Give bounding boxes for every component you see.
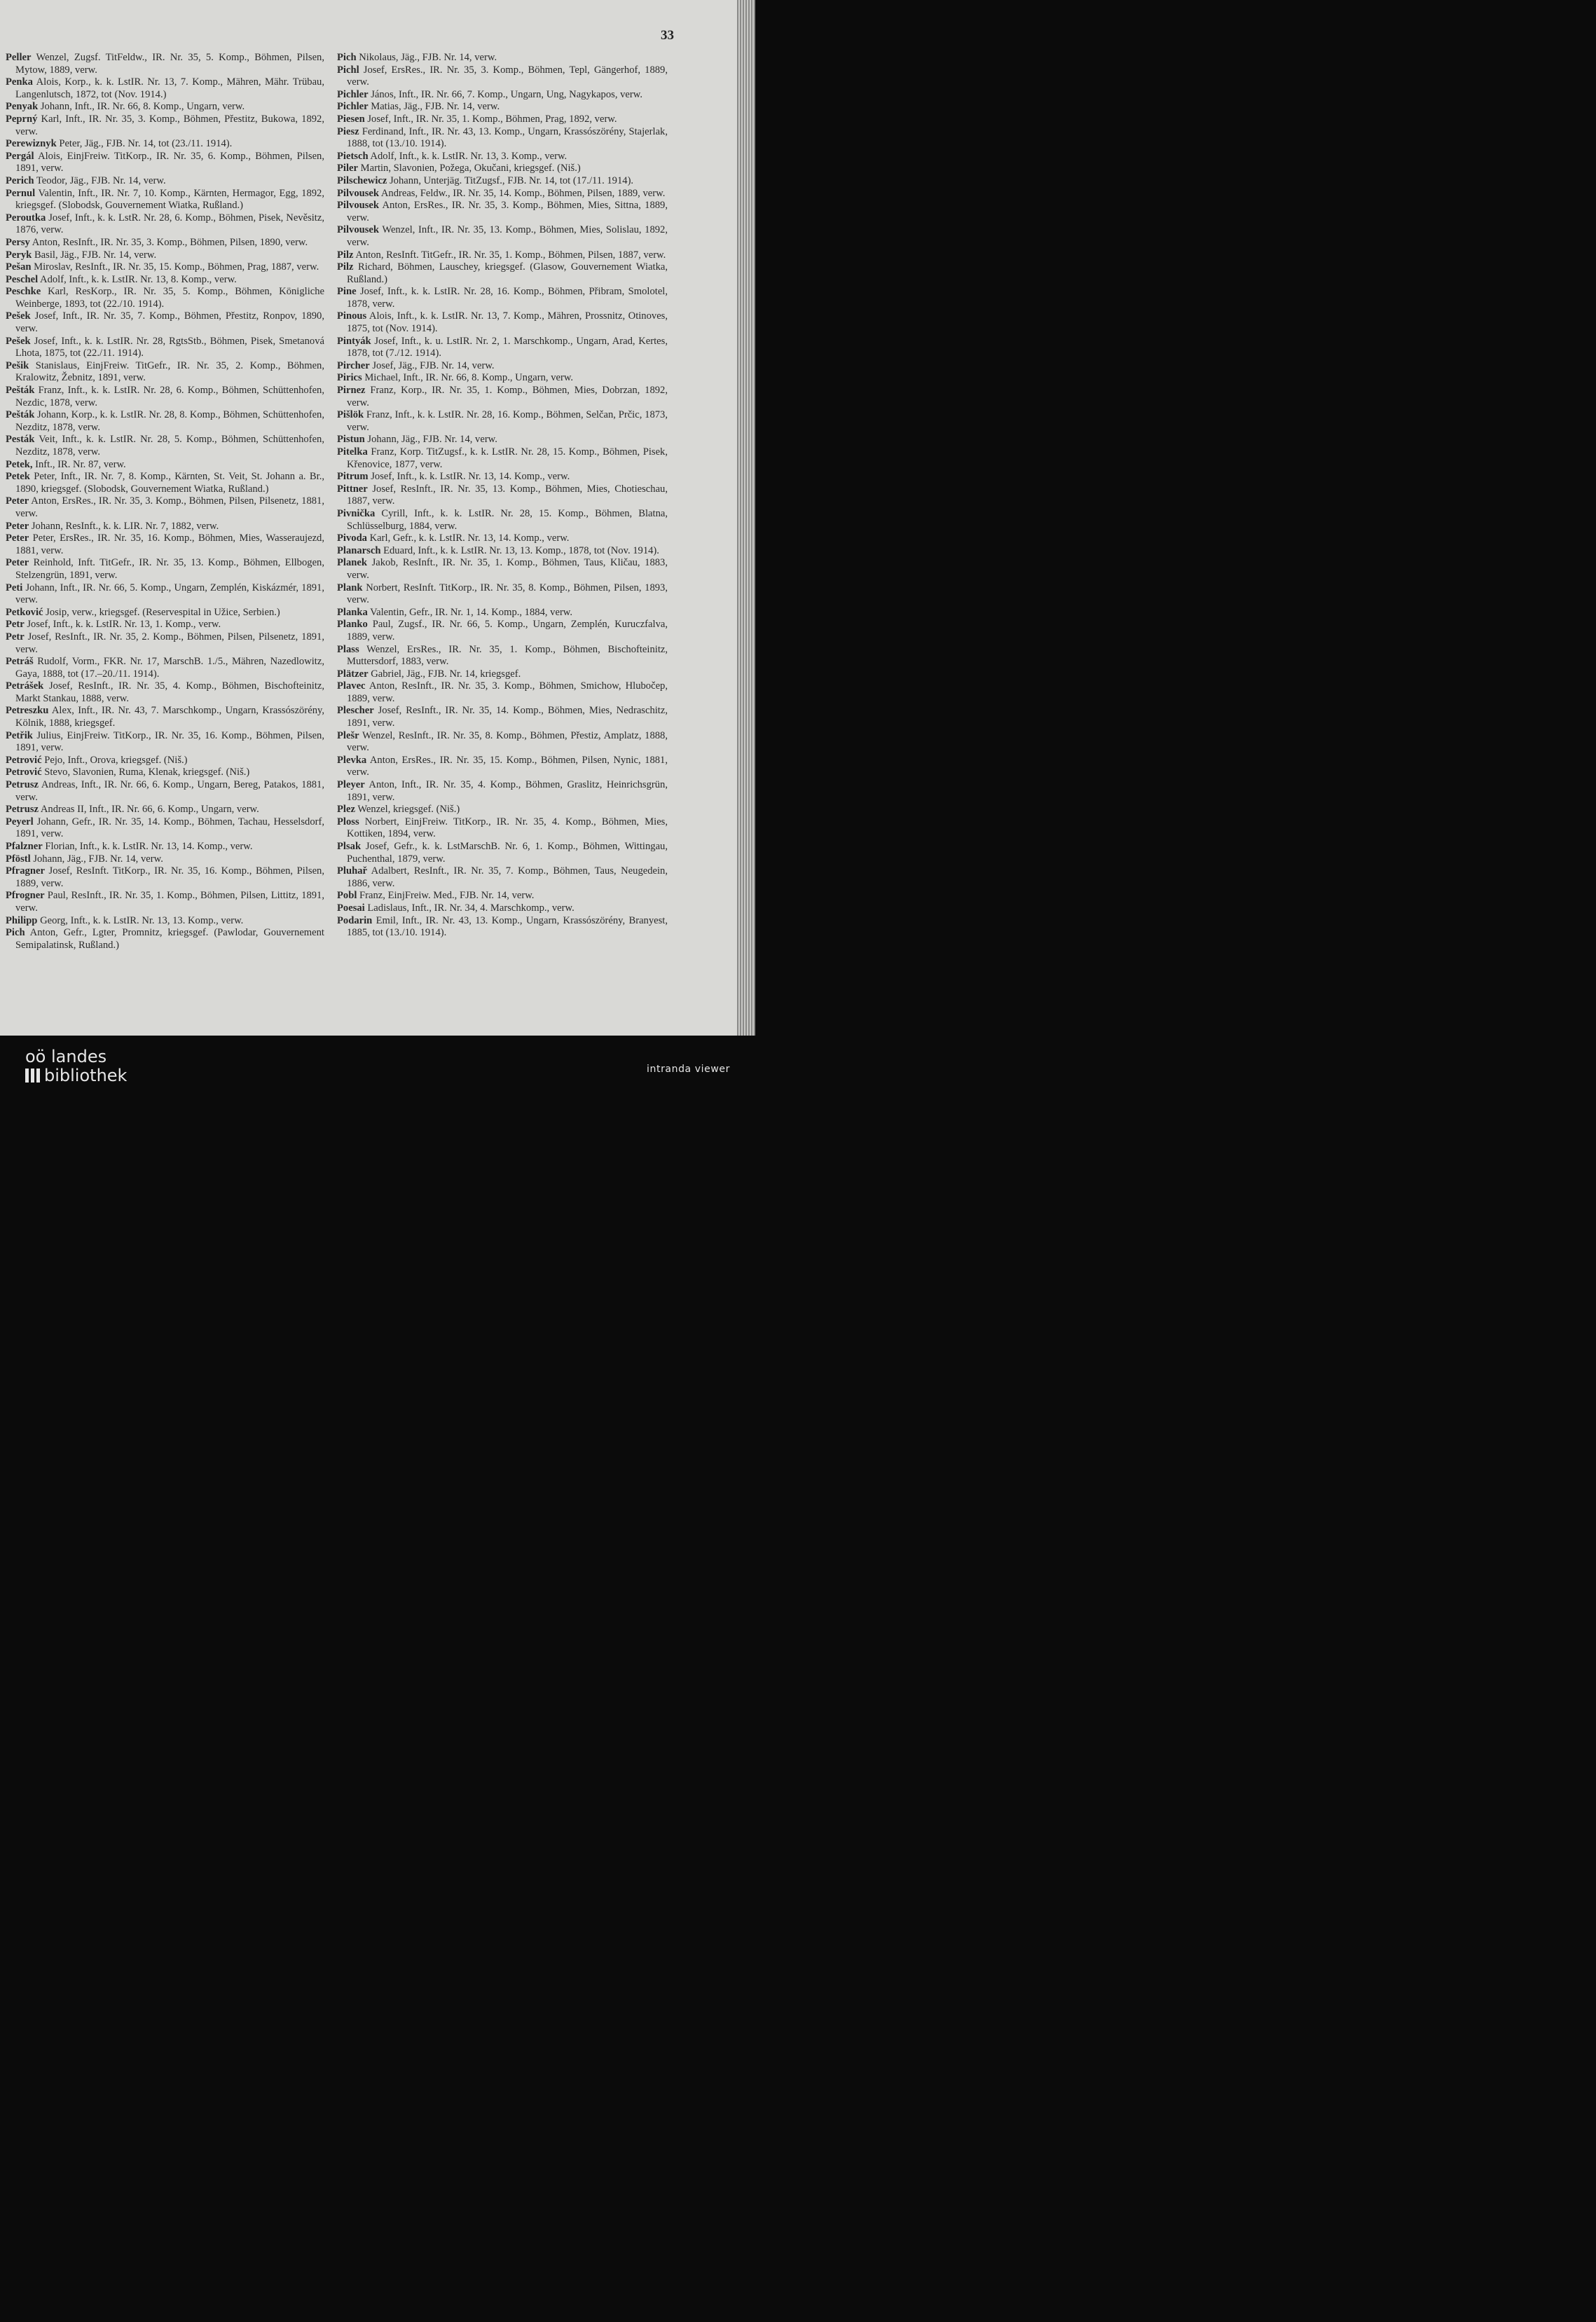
register-entry [6, 865, 324, 890]
register-entry [337, 249, 668, 262]
entry-surname: Pilz [337, 249, 354, 261]
entry-details: Anton, ResInft. TitGefr., IR. Nr. 35, 1. Komp., Böhmen, Pilsen, 1887, verw. [353, 249, 666, 261]
entry-details: Alois, EinjFreiw. TitKorp., IR. Nr. 35, 6. Komp., Böhmen, Pilsen, 1891, verw. [15, 150, 324, 174]
entry-details: Franz, Inft., k. k. LstIR. Nr. 28, 6. Komp., Böhmen, Schüttenhofen, Nezdic, 1878, verw. [15, 385, 324, 408]
entry-details: Josef, Inft., IR. Nr. 35, 7. Komp., Böhmen, Přestitz, Ronpov, 1890, verw. [15, 310, 324, 335]
register-entry [6, 310, 324, 335]
entry-details: Anton, Gefr., Lgter, Promnitz, kriegsgef. (Pawlodar, Gouvernement Semipalatinsk, Rußland.) [15, 927, 324, 951]
entry-details: Josef, Inft., k. k. LstIR. Nr. 13, 1. Komp., verw. [24, 619, 221, 631]
entry-surname: Peryk [6, 249, 32, 261]
entry-surname: Pirnez [337, 385, 366, 397]
entry-surname: Plez [337, 804, 355, 816]
register-entry [337, 644, 668, 668]
entry-surname: Peti [6, 582, 23, 593]
register-entry [6, 286, 324, 310]
register-entry [337, 508, 668, 533]
entry-details: Andreas, Feldw., IR. Nr. 35, 14. Komp., Böhmen, Pilsen, 1889, verw. [379, 187, 666, 199]
entry-details: Peter, ErsRes., IR. Nr. 35, 16. Komp., Böhmen, Mies, Wasseraujezd, 1881, verw. [15, 533, 324, 556]
register-entry [337, 336, 668, 360]
register-entry [6, 76, 324, 101]
entry-surname: Petrusz [6, 804, 39, 816]
library-logo[interactable] [25, 1047, 127, 1085]
register-entry [337, 545, 668, 558]
entry-details: Josef, ErsRes., IR. Nr. 35, 3. Komp., Böhmen, Tepl, Gängerhof, 1889, verw. [347, 64, 668, 88]
entry-details: Josip, verw., kriegsgef. (Reservespital in Užice, Serbien.) [43, 606, 280, 618]
entry-surname: Plescher [337, 705, 374, 717]
entry-surname: Planek [337, 557, 367, 569]
entry-surname: Pešták [6, 409, 35, 421]
register-entry [6, 841, 324, 853]
register-entry [337, 224, 668, 249]
entry-surname: Plavec [337, 680, 366, 692]
left-column [6, 52, 324, 952]
entry-surname: Pernul [6, 187, 36, 199]
entry-surname: Pichl [337, 64, 359, 76]
entry-details: Richard, Böhmen, Lauschey, kriegsgef. (Glasow, Gouvernement Wiatka, Rußland.) [347, 261, 668, 285]
entry-surname: Persy [6, 236, 30, 248]
register-entry [6, 607, 324, 619]
entry-surname: Peter [6, 495, 29, 507]
register-entry [337, 64, 668, 89]
register-entry [6, 853, 324, 866]
entry-surname: Pišlök [337, 409, 364, 421]
entry-surname: Pešek [6, 335, 31, 347]
entry-surname: Pilz [337, 261, 354, 273]
entry-surname: Peller [6, 52, 32, 63]
register-entry [6, 188, 324, 212]
entry-surname: Pichler [337, 88, 369, 100]
entry-details: Florian, Inft., k. k. LstIR. Nr. 13, 14. Komp., verw. [42, 841, 253, 852]
register-entry [337, 200, 668, 224]
entry-details: Josef, ResInft. TitKorp., IR. Nr. 35, 16. Komp., Böhmen, Pilsen, 1889, verw. [15, 865, 324, 889]
entry-details: Peter, Jäg., FJB. Nr. 14, tot (23./11. 1914). [56, 138, 233, 150]
entry-details: Wenzel, kriegsgef. (Niš.) [355, 804, 460, 816]
register-entry [6, 385, 324, 409]
entry-surname: Pitelka [337, 446, 368, 458]
register-entry [337, 101, 668, 114]
entry-details: Josef, Inft., k. u. LstIR. Nr. 2, 1. Marschkomp., Ungarn, Arad, Kertes, 1878, tot (7./12. 1914). [347, 335, 668, 359]
entry-details: Wenzel, ResInft., IR. Nr. 35, 8. Komp., Böhmen, Přestiz, Amplatz, 1888, verw. [347, 729, 668, 754]
entry-surname: Poesai [337, 902, 365, 914]
entry-details: Ladislaus, Inft., IR. Nr. 34, 4. Marschkomp., verw. [364, 902, 575, 914]
entry-surname: Planarsch [337, 544, 381, 556]
entry-details: Matias, Jäg., FJB. Nr. 14, verw. [368, 101, 500, 113]
entry-details: Josef, ResInft., IR. Nr. 35, 13. Komp., Böhmen, Mies, Chotieschau, 1887, verw. [347, 483, 668, 507]
entry-surname: Plass [337, 643, 359, 655]
register-entry [337, 865, 668, 890]
logo-line-2: bibliothek [44, 1066, 128, 1085]
entry-surname: Petřik [6, 729, 33, 741]
register-entry [6, 755, 324, 767]
entry-details: Wenzel, Zugsf. TitFeldw., IR. Nr. 35, 5. Komp., Böhmen, Pilsen, Mytow, 1889, verw. [15, 52, 324, 76]
entry-surname: Pešek [6, 310, 31, 322]
entry-details: Anton, ErsRes., IR. Nr. 35, 3. Komp., Böhmen, Mies, Sittna, 1889, verw. [347, 200, 668, 224]
entry-surname: Piesz [337, 125, 359, 137]
register-entry [6, 582, 324, 607]
entry-details: Alois, Inft., k. k. LstIR. Nr. 13, 7. Komp., Mähren, Prossnitz, Otinoves, 1875, tot (Nov. 1914). [347, 310, 668, 335]
entry-details: Valentin, Inft., IR. Nr. 7, 10. Komp., Kärnten, Hermagor, Egg, 1892, kriegsgef. (Slobodsk, Gouvernement Wiatka, Rußland.) [15, 187, 324, 212]
entry-details: Reinhold, Inft. TitGefr., IR. Nr. 35, 13. Komp., Böhmen, Ellbogen, Stelzengrün, 1891, verw. [15, 557, 324, 581]
entry-surname: Pietsch [337, 150, 369, 162]
register-entry [6, 274, 324, 287]
register-entry [6, 816, 324, 841]
entry-surname: Piesen [337, 113, 365, 125]
entry-details: Anton, ErsRes., IR. Nr. 35, 15. Komp., Böhmen, Pilsen, Nynic, 1881, verw. [347, 754, 668, 778]
register-entry [6, 890, 324, 914]
entry-details: Adolf, Inft., k. k. LstIR. Nr. 13, 8. Komp., verw. [38, 273, 237, 285]
register-entry [6, 767, 324, 779]
register-entry [6, 705, 324, 729]
register-entry [337, 730, 668, 755]
entry-details: Georg, Inft., k. k. LstIR. Nr. 13, 13. Komp., verw. [37, 914, 244, 926]
entry-details: Ferdinand, Inft., IR. Nr. 43, 13. Komp., Ungarn, Krassószörény, Stajerlak, 1888, tot (13./10. 1914). [347, 125, 668, 150]
entry-surname: Pintyák [337, 335, 371, 347]
register-entry [337, 779, 668, 804]
register-entry [6, 557, 324, 582]
entry-details: Anton, ResInft., IR. Nr. 35, 3. Komp., Böhmen, Smichow, Hlubočep, 1889, verw. [347, 680, 668, 704]
register-entry [337, 915, 668, 940]
register-entry [337, 804, 668, 816]
register-entry [6, 175, 324, 188]
entry-details: Josef, Inft., IR. Nr. 35, 1. Komp., Böhmen, Prag, 1892, verw. [364, 113, 617, 125]
entry-surname: Podarin [337, 914, 373, 926]
entry-surname: Penka [6, 76, 33, 88]
entry-surname: Petrusz [6, 779, 39, 791]
entry-details: Alois, Korp., k. k. LstIR. Nr. 13, 7. Komp., Mähren, Mähr. Trübau, Langenlutsch, 1872, tot (Nov. 1914.) [15, 76, 324, 100]
entry-details: Stevo, Slavonien, Ruma, Klenak, kriegsgef. (Niš.) [41, 767, 250, 778]
entry-details: Valentin, Gefr., IR. Nr. 1, 14. Komp., 1884, verw. [367, 606, 573, 618]
logo-line-1: oö landes [25, 1047, 107, 1066]
entry-surname: Peter [6, 520, 29, 532]
register-entry [337, 261, 668, 286]
entry-surname: Perewiznyk [6, 138, 57, 150]
entry-surname: Pirics [337, 372, 362, 384]
entry-surname: Pittner [337, 483, 368, 495]
entry-details: Wenzel, ErsRes., IR. Nr. 35, 1. Komp., Böhmen, Bischofteinitz, Muttersdorf, 1883, verw. [347, 643, 668, 668]
entry-details: Josef, Inft., k. k. LstIR. Nr. 28, 16. Komp., Böhmen, Přibram, Smolotel, 1878, verw. [347, 286, 668, 310]
entry-details: Josef, ResInft., IR. Nr. 35, 4. Komp., Böhmen, Bischofteinitz, Markt Stankau, 1888, verw. [15, 680, 324, 704]
register-entry [337, 385, 668, 409]
entry-details: Karl, ResKorp., IR. Nr. 35, 5. Komp., Böhmen, Königliche Weinberge, 1893, tot (22./10. 1914). [15, 286, 324, 310]
register-entry [337, 902, 668, 915]
entry-surname: Pivnička [337, 507, 376, 519]
entry-details: Alex, Inft., IR. Nr. 43, 7. Marschkomp., Ungarn, Krassószörény, Kölnik, 1888, kriegsgef. [15, 705, 324, 729]
entry-details: Julius, EinjFreiw. TitKorp., IR. Nr. 35, 16. Komp., Böhmen, Pilsen, 1891, verw. [15, 729, 324, 754]
entry-surname: Pilschewicz [337, 174, 387, 186]
entry-details: Veit, Inft., k. k. LstIR. Nr. 28, 5. Komp., Böhmen, Schüttenhofen, Nezditz, 1878, verw. [15, 434, 324, 458]
register-entry [6, 730, 324, 755]
entry-surname: Pinous [337, 310, 367, 322]
register-entry [6, 779, 324, 804]
register-entry [6, 915, 324, 928]
register-entry [337, 557, 668, 582]
entry-details: Karl, Gefr., k. k. LstIR. Nr. 13, 14. Komp., verw. [366, 533, 570, 544]
entry-details: Emil, Inft., IR. Nr. 43, 13. Komp., Ungarn, Krassószörény, Branyest, 1885, tot (13./10. 1914). [347, 914, 668, 939]
entry-surname: Petrović [6, 767, 42, 778]
entry-surname: Pich [6, 927, 25, 939]
entry-details: Johann, Inft., IR. Nr. 66, 8. Komp., Ungarn, verw. [38, 101, 245, 113]
entry-details: Karl, Inft., IR. Nr. 35, 3. Komp., Böhmen, Přestitz, Bukowa, 1892, verw. [15, 113, 324, 137]
register-entry [6, 360, 324, 385]
entry-surname: Pešan [6, 261, 32, 273]
register-entry [6, 680, 324, 705]
entry-surname: Petr [6, 631, 25, 643]
entry-details: Josef, Inft., k. k. LstIR. Nr. 28, RgtsStb., Böhmen, Pisek, Smetanová Lhota, 1875, tot (22./11. 1914). [15, 335, 324, 359]
entry-details: Teodor, Jäg., FJB. Nr. 14, verw. [34, 174, 166, 186]
entry-details: Josef, Gefr., k. k. LstMarschB. Nr. 6, 1. Komp., Böhmen, Wittingau, Puchenthal, 1879, verw. [347, 841, 668, 865]
register-entry [337, 668, 668, 681]
entry-details: Josef, ResInft., IR. Nr. 35, 14. Komp., Böhmen, Mies, Nedraschitz, 1891, verw. [347, 705, 668, 729]
register-entry [337, 151, 668, 163]
entry-surname: Petreszku [6, 705, 49, 717]
entry-surname: Planko [337, 619, 368, 631]
entry-surname: Pluhař [337, 865, 367, 877]
register-entry [337, 582, 668, 607]
library-bars-icon [25, 1069, 42, 1083]
entry-surname: Plešr [337, 729, 359, 741]
entry-details: Michael, Inft., IR. Nr. 66, 8. Komp., Ungarn, verw. [362, 372, 574, 384]
entry-surname: Pilvousek [337, 224, 380, 236]
register-entry [337, 372, 668, 385]
entry-surname: Petrášek [6, 680, 44, 692]
register-entry [337, 446, 668, 471]
entry-surname: Pichler [337, 101, 369, 113]
register-entry [6, 212, 324, 237]
register-entry [6, 261, 324, 274]
entry-details: Nikolaus, Jäg., FJB. Nr. 14, verw. [356, 52, 497, 63]
entry-details: Anton, ResInft., IR. Nr. 35, 3. Komp., Böhmen, Pilsen, 1890, verw. [29, 236, 308, 248]
entry-surname: Perich [6, 174, 34, 186]
entry-surname: Pich [337, 52, 357, 63]
entry-surname: Petek [6, 471, 30, 483]
entry-details: Franz, Korp., IR. Nr. 35, 1. Komp., Böhmen, Mies, Dobrzan, 1892, verw. [347, 385, 668, 408]
register-entry [337, 471, 668, 483]
register-entry [6, 151, 324, 175]
entry-details: Norbert, EinjFreiw. TitKorp., IR. Nr. 35, 4. Komp., Böhmen, Mies, Kottiken, 1894, verw. [347, 816, 668, 840]
entry-surname: Peschke [6, 286, 41, 298]
entry-surname: Peyerl [6, 816, 34, 827]
register-entry [6, 521, 324, 533]
entry-surname: Ploss [337, 816, 359, 827]
entry-details: Jakob, ResInft., IR. Nr. 35, 1. Komp., Böhmen, Taus, Kličau, 1883, verw. [347, 557, 668, 581]
register-entry [337, 841, 668, 865]
entry-surname: Pfalzner [6, 841, 43, 852]
entry-details: Josef, Inft., k. k. LstR. Nr. 28, 6. Komp., Böhmen, Pisek, Nevěsitz, 1876, verw. [15, 212, 324, 236]
entry-surname: Petr [6, 619, 25, 631]
entry-surname: Pobl [337, 890, 357, 902]
entry-surname: Peroutka [6, 212, 46, 224]
register-entry [6, 471, 324, 495]
entry-details: Wenzel, Inft., IR. Nr. 35, 13. Komp., Böhmen, Mies, Solislau, 1892, verw. [347, 224, 668, 248]
register-entry [6, 927, 324, 952]
entry-surname: Peter [6, 533, 29, 544]
entry-surname: Pistun [337, 434, 365, 446]
register-entry [6, 336, 324, 360]
entry-surname: Pitrum [337, 471, 369, 483]
register-entry [337, 310, 668, 335]
entry-details: Johann, Jäg., FJB. Nr. 14, verw. [364, 434, 497, 446]
entry-surname: Piler [337, 163, 358, 174]
entry-surname: Pešik [6, 359, 29, 371]
viewer-brand: intranda viewer [647, 1064, 730, 1075]
entry-details: Cyrill, Inft., k. k. LstIR. Nr. 28, 15. Komp., Böhmen, Blatna, Schlüsselburg, 1884, verw. [347, 507, 668, 532]
entry-details: Franz, Korp. TitZugsf., k. k. LstIR. Nr. 28, 15. Komp., Böhmen, Pisek, Křenovice, 1877, verw. [347, 446, 668, 470]
entry-surname: Plank [337, 582, 363, 593]
entry-surname: Pircher [337, 359, 370, 371]
entry-surname: Pilvousek [337, 187, 380, 199]
entry-surname: Planka [337, 606, 368, 618]
entry-details: Adalbert, ResInft., IR. Nr. 35, 7. Komp., Böhmen, Taus, Neugedein, 1886, verw. [347, 865, 668, 889]
entry-surname: Penyak [6, 101, 39, 113]
entry-details: Anton, ErsRes., IR. Nr. 35, 3. Komp., Böhmen, Pilsen, Pilsenetz, 1881, verw. [15, 495, 324, 519]
entry-surname: Peschel [6, 273, 39, 285]
register-entry [6, 459, 324, 472]
register-entry [337, 409, 668, 434]
entry-surname: Pfrogner [6, 890, 45, 902]
entry-details: Anton, Inft., IR. Nr. 35, 4. Komp., Böhmen, Graslitz, Heinrichsgrün, 1891, verw. [347, 779, 668, 803]
register-entry [337, 619, 668, 643]
entry-surname: Pfragner [6, 865, 45, 877]
entry-surname: Plevka [337, 754, 367, 766]
register-entry [337, 755, 668, 779]
entry-surname: Petrović [6, 754, 42, 766]
entry-details: Basil, Jäg., FJB. Nr. 14, verw. [32, 249, 157, 261]
register-entry [337, 52, 668, 64]
entry-surname: Pilvousek [337, 200, 380, 212]
right-column [337, 52, 668, 940]
entry-surname: Philipp [6, 914, 38, 926]
entry-details: Johann, ResInft., k. k. LIR. Nr. 7, 1882, verw. [29, 520, 219, 532]
entry-details: Josef, Jäg., FJB. Nr. 14, verw. [369, 359, 495, 371]
register-entry [6, 114, 324, 138]
entry-surname: Petković [6, 606, 43, 618]
entry-details: Eduard, Inft., k. k. LstIR. Nr. 13, 13. Komp., 1878, tot (Nov. 1914). [380, 544, 659, 556]
entry-details: Johann, Korp., k. k. LstIR. Nr. 28, 8. Komp., Böhmen, Schüttenhofen, Nezditz, 1878, verw. [15, 409, 324, 433]
entry-details: Martin, Slavonien, Požega, Okučani, kriegsgef. (Niš.) [357, 163, 581, 174]
register-entry [6, 533, 324, 557]
register-entry [337, 890, 668, 902]
entry-surname: Pleyer [337, 779, 365, 791]
entry-details: Andreas, Inft., IR. Nr. 66, 6. Komp., Ungarn, Bereg, Patakos, 1881, verw. [15, 779, 324, 803]
register-entry [6, 495, 324, 520]
entry-surname: Pföstl [6, 853, 31, 865]
register-entry [337, 816, 668, 841]
entry-details: Pejo, Inft., Orova, kriegsgef. (Niš.) [41, 754, 188, 766]
register-entry [6, 434, 324, 458]
entry-surname: Pešták [6, 385, 35, 397]
entry-details: Miroslav, ResInft., IR. Nr. 35, 15. Komp., Böhmen, Prag, 1887, verw. [31, 261, 319, 273]
entry-details: Norbert, ResInft. TitKorp., IR. Nr. 35, 8. Komp., Böhmen, Pilsen, 1893, verw. [347, 582, 668, 606]
entry-details: Stanislaus, EinjFreiw. TitGefr., IR. Nr. 35, 2. Komp., Böhmen, Kralowitz, Žebnitz, 1891, verw. [15, 359, 324, 384]
entry-details: Johann, Jäg., FJB. Nr. 14, verw. [30, 853, 163, 865]
register-entry [337, 360, 668, 373]
register-entry [337, 89, 668, 102]
register-entry [337, 286, 668, 310]
entry-details: Franz, Inft., k. k. LstIR. Nr. 28, 16. Komp., Böhmen, Selčan, Prčic, 1873, verw. [347, 409, 668, 433]
register-entry [337, 705, 668, 729]
register-entry [337, 163, 668, 175]
scanned-page [0, 0, 741, 1036]
entry-details: Johann, Gefr., IR. Nr. 35, 14. Komp., Böhmen, Tachau, Hesselsdorf, 1891, verw. [15, 816, 324, 840]
entry-surname: Plsak [337, 841, 362, 852]
entry-details: Gabriel, Jäg., FJB. Nr. 14, kriegsgef. [368, 668, 521, 680]
register-entry [337, 607, 668, 619]
entry-details: Josef, ResInft., IR. Nr. 35, 2. Komp., Böhmen, Pilsen, Pilsenetz, 1891, verw. [15, 631, 324, 655]
register-entry [6, 138, 324, 151]
page-number: 33 [661, 28, 674, 43]
entry-surname: Petráš [6, 656, 34, 668]
page-edge [737, 0, 755, 1036]
register-entry [6, 101, 324, 114]
register-entry [6, 631, 324, 656]
register-entry [6, 52, 324, 76]
register-entry [337, 188, 668, 200]
register-entry [6, 619, 324, 631]
entry-details: Paul, Zugsf., IR. Nr. 66, 5. Komp., Ungarn, Zemplén, Kuruczfalva, 1889, verw. [347, 619, 668, 643]
entry-details: Johann, Inft., IR. Nr. 66, 5. Komp., Ungarn, Zemplén, Kiskázmér, 1891, verw. [15, 582, 324, 606]
entry-details: Andreas II, Inft., IR. Nr. 66, 6. Komp., Ungarn, verw. [39, 804, 259, 816]
entry-details: Peter, Inft., IR. Nr. 7, 8. Komp., Kärnten, St. Veit, St. Johann a. Br., 1890, kriegsgef. (Slobodsk, Gouvernement Wiatka, Rußland.) [15, 471, 324, 495]
register-entry [6, 249, 324, 262]
register-entry [337, 680, 668, 705]
register-entry [337, 483, 668, 508]
entry-surname: Plätzer [337, 668, 369, 680]
register-entry [6, 237, 324, 249]
register-entry [337, 126, 668, 151]
entry-details: Rudolf, Vorm., FKR. Nr. 17, MarschB. 1./5., Mähren, Nazedlowitz, Gaya, 1888, tot (17.–20./11. 1914). [15, 656, 324, 680]
entry-details: Josef, Inft., k. k. LstIR. Nr. 13, 14. Komp., verw. [368, 471, 570, 483]
register-entry [6, 409, 324, 434]
entry-details: Johann, Unterjäg. TitZugsf., FJB. Nr. 14, tot (17./11. 1914). [387, 174, 634, 186]
register-entry [337, 114, 668, 126]
register-entry [337, 175, 668, 188]
register-entry [337, 434, 668, 446]
entry-details: János, Inft., IR. Nr. 66, 7. Komp., Ungarn, Ung, Nagykapos, verw. [368, 88, 642, 100]
entry-surname: Pivoda [337, 533, 367, 544]
entry-surname: Peprný [6, 113, 38, 125]
register-entry [6, 656, 324, 680]
register-entry [337, 533, 668, 545]
entry-details: Adolf, Inft., k. k. LstIR. Nr. 13, 3. Komp., verw. [368, 150, 567, 162]
entry-surname: Pine [337, 286, 357, 298]
entry-surname: Petek, [6, 458, 33, 470]
entry-details: Paul, ResInft., IR. Nr. 35, 1. Komp., Böhmen, Pilsen, Littitz, 1891, verw. [15, 890, 324, 914]
entry-details: Franz, EinjFreiw. Med., FJB. Nr. 14, verw. [357, 890, 535, 902]
register-entry [6, 804, 324, 816]
entry-surname: Pergál [6, 150, 34, 162]
entry-surname: Peter [6, 557, 29, 569]
entry-surname: Pesták [6, 434, 35, 446]
entry-details: Inft., IR. Nr. 87, verw. [32, 458, 126, 470]
